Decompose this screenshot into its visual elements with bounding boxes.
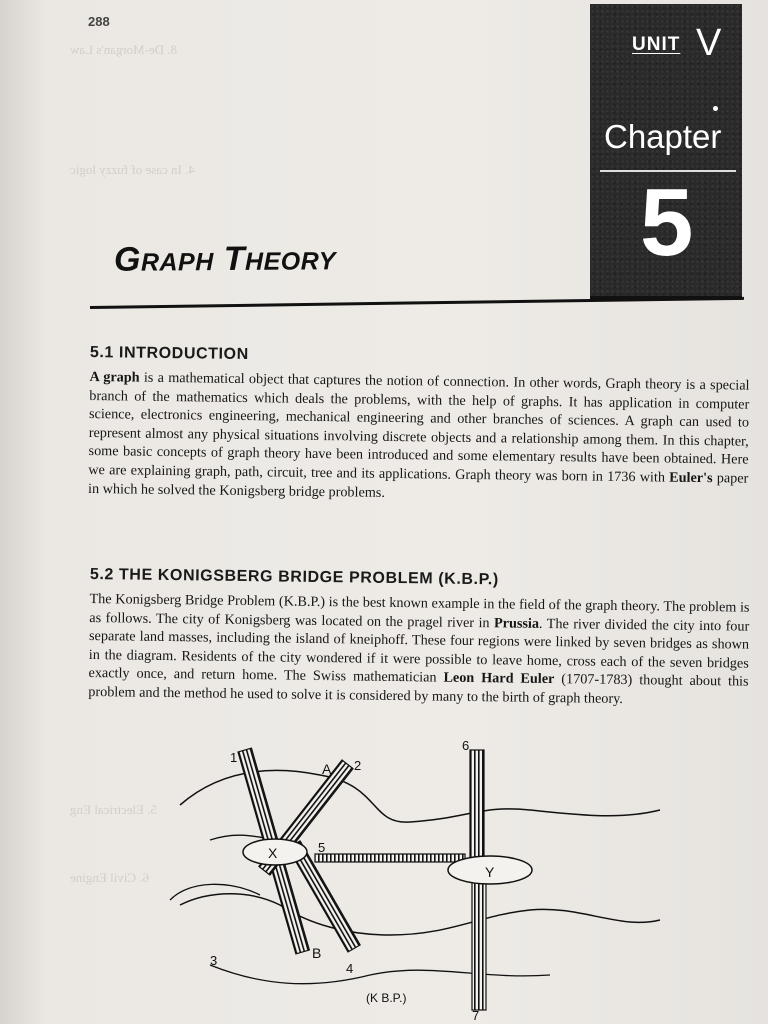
bridge-label-6: 6: [462, 738, 470, 753]
badge-dot: [713, 106, 718, 111]
section-paragraph: A graph is a mathematical object that captures the notion of connection. In other words, Graph theory is a special branch of the mathematics which deals the problems, with the help of graphs. It has application in computer science, electronics engineering, mechanical engineering and other branches of sciences. A graph can used to represent almost any physical situations involving discrete objects and a relationship among them. In this chapter, some basic concepts of graph theory have been introduced and some elementary results have been obtained. Here we are explaining graph, path, circuit, tree and its applications. Graph theory was born in 1736 with Euler's paper in which he solved the Konigsberg bridge problems.: [88, 368, 750, 501]
river-bank-far-south: [210, 965, 550, 984]
bridge-label-1: 1: [230, 750, 238, 765]
chapter-number: 5: [640, 169, 694, 276]
section-konigsberg: [88, 566, 750, 710]
region-label-a: A: [322, 761, 332, 777]
bleed-through-text: 8. De-Morgan's Law: [70, 42, 178, 57]
chapter-word: Chapter: [604, 118, 722, 155]
section-paragraph: The Konigsberg Bridge Problem (K.B.P.) is the best known example in the field of the graph theory. The problem is as follows. The city of Konigsberg was located on the pragel river in Prussia. The river divided the city into four separate land masses, including the island of kneiphoff. These four regions were linked by seven bridges as shown in the diagram. Residents of the city wondered if it were possible to leave home, cross each of the seven bridges exactly once, and return home. The Swiss mathematician Leon Hard Euler (1707-1783) thought about this problem and the method he used to solve it is considered by many to the birth of graph theory.: [88, 590, 750, 707]
chapter-title: GRAPH THEORY: [114, 239, 336, 279]
section-introduction: [88, 344, 750, 507]
page-number: 288: [88, 14, 110, 29]
diagram-caption: (K B.P.): [366, 991, 407, 1005]
unit-label: UNIT: [632, 34, 681, 55]
node-label-x: X: [268, 845, 278, 861]
konigsberg-diagram: [150, 730, 670, 1023]
region-label-b: B: [312, 945, 322, 961]
bridge-label-5: 5: [318, 840, 326, 855]
river-bank-island-bottom: [170, 884, 260, 900]
bridge-7: [472, 882, 486, 1010]
bridge-label-2: 2: [354, 758, 362, 773]
bridge-label-4: 4: [346, 961, 354, 976]
unit-number: V: [696, 22, 722, 64]
bleed-through-text: 6. Civil Engine: [70, 870, 150, 885]
river-bank-south: [180, 894, 660, 935]
bridge-label-3: 3: [210, 953, 218, 968]
node-label-y: Y: [485, 864, 495, 880]
title-rule: [90, 297, 744, 309]
section-heading: 5.2 THE KONIGSBERG BRIDGE PROBLEM (K.B.P.): [89, 566, 499, 589]
bleed-through-text: 5. Electrical Eng: [70, 802, 157, 817]
bridge-5: [315, 854, 465, 862]
section-heading: 5.1 INTRODUCTION: [89, 344, 249, 364]
bridge-label-7: 7: [472, 1008, 480, 1023]
bleed-through-text: 4. In case of fuzzy logic: [70, 162, 195, 177]
